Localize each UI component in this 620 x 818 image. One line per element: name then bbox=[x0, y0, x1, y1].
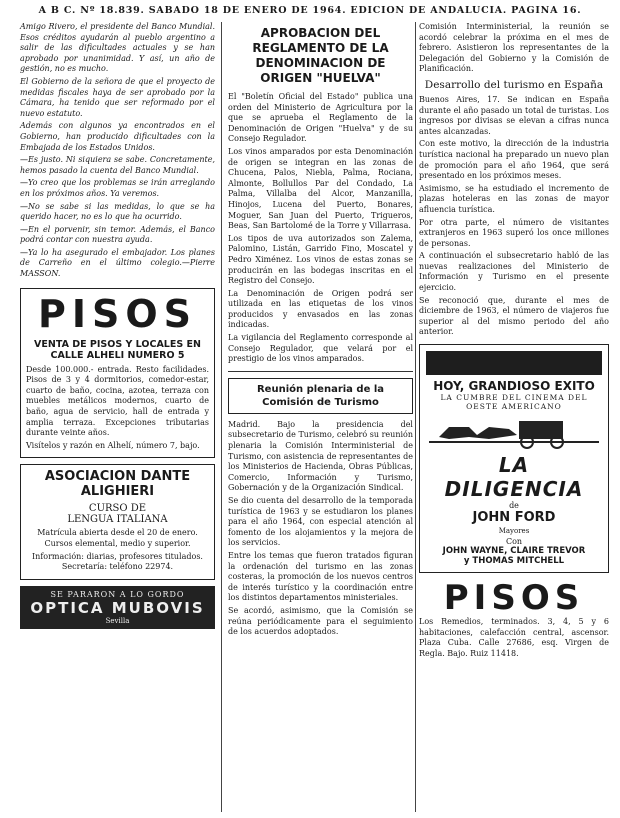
ad-line: OESTE AMERICANO bbox=[466, 402, 562, 412]
ad-cine-la-diligencia bbox=[419, 344, 609, 573]
article-paragraph: —En el porvenir, sin temor. Además, el Banco podrá contar con nuestra ayuda. bbox=[20, 224, 215, 245]
subheadline: Desarrollo del turismo en España bbox=[424, 78, 604, 91]
ad-today: HOY, GRANDIOSO EXITO bbox=[433, 379, 595, 394]
ad-line: de bbox=[509, 501, 519, 511]
ad-line: LENGUA ITALIANA bbox=[67, 514, 168, 526]
ad-line: SE PARARON A LO GORDO bbox=[50, 589, 185, 599]
article-paragraph: Los vinos amparados por esta Denominación de origen se integran en las zonas de Chucena, Palos, Niebla, Palma, Rociana, Almonte, Bollullos Par del Condado, La Palma, Villalba del Alcor, Manzanilla, Hinojos, Lucena del Puerto, Bonares, Moguer, San Juan del Puerto, Trigueros, Beas, San Bartolomé de la Torre y Villarrasa. bbox=[228, 146, 413, 231]
article-paragraph: Entre los temas que fueron tratados figuran la ordenación del turismo en las zonas costeras, la promoción de los nuevos centros de interés turístico y la coordinación entre los distintos departamentos ministeriales. bbox=[228, 550, 413, 603]
article-paragraph: La vigilancia del Reglamento corresponde al Consejo Regulador, que velará por el prestigio de los vinos amparados. bbox=[228, 333, 413, 364]
page-header: A B C. Nº 18.839. SABADO 18 DE ENERO DE 1964. EDICION DE ANDALUCIA. PAGINA 16. bbox=[38, 5, 582, 16]
ad-title: ASOCIACION DANTE bbox=[44, 469, 191, 485]
ad-pisos-alheli bbox=[20, 288, 215, 459]
article-paragraph: Comisión Interministerial, la reunión se acordó celebrar la próxima en el mes de febrero. Asistieron los representantes de la Delegación del Gobierno y la Comisión de Planificación. bbox=[419, 22, 609, 74]
film-director: JOHN FORD bbox=[472, 510, 556, 526]
article-paragraph: Se reconoció que, durante el mes de diciembre de 1963, el número de viajeros fue superior al del mismo periodo del año anterior. bbox=[419, 295, 609, 337]
article-paragraph: El "Boletín Oficial del Estado" publica una orden del Ministerio de Agricultura por la que se aprueba el Reglamento de la Denominación de Origen "Huelva" y de su Consejo Regulador. bbox=[228, 92, 413, 144]
ad-detail: Matrícula abierta desde el 20 de enero. Cursos elemental, medio y superior. bbox=[37, 528, 198, 548]
film-cast: JOHN WAYNE, CLAIRE TREVOR bbox=[442, 546, 586, 557]
ad-line: LA CUMBRE DEL CINEMA DEL bbox=[440, 393, 588, 403]
film-cast: y THOMAS MITCHELL bbox=[463, 556, 565, 567]
section-title: Reunión plenaria de la Comisión de Turismo bbox=[256, 383, 385, 408]
article-paragraph: —Es justo. Ni siquiera se sabe. Concretamente, hemos pasado la cuenta del Banco Mundial. bbox=[20, 155, 215, 175]
section-box bbox=[228, 378, 413, 414]
article-paragraph: Además con algunos ya encontrados en el Gobierno, han producido dificultades con la Embajada de los Estados Unidos. bbox=[20, 121, 215, 152]
ad-visit: Visítelos y razón en Alhelí, número 7, bajo. bbox=[26, 440, 200, 450]
article-paragraph: La Denominación de Origen podrá ser utilizada en las etiquetas de los vinos producidos y envasados en las zonas indicadas. bbox=[228, 288, 413, 330]
ad-detail: Desde 100.000.- entrada. Resto facilidades. Pisos de 3 y 4 dormitorios, comedor-estar, cuarto de baño, cocina, azotea, terraza con muebles metálicos modernos, cuarto de baño, agua de servicio, hall de entrada y amplia terraza. Excepciones tributarias durante veinte años. bbox=[26, 364, 209, 438]
article-paragraph: Buenos Aires, 17. Se indican en España durante el año pasado un total de turistas. Los ingresos por divisas se elevan a cifras nunca antes alcanzadas. bbox=[419, 94, 609, 136]
ad-line: Mayores bbox=[498, 527, 530, 536]
ad-title: PISOS bbox=[443, 578, 585, 619]
article-paragraph: —Ya lo ha asegurado el embajador. Los planes de Carreño en el último colegio.—Pierre MASSON. bbox=[20, 247, 215, 279]
column-divider bbox=[221, 22, 222, 812]
ad-detail: Los Remedios, terminados. 3, 4, 5 y 6 habitaciones, calefacción central, ascensor. Plaza Cuba. Calle 27686, esq. Virgen de Regla. Bajo. Ruiz 11418. bbox=[419, 617, 609, 658]
article-paragraph: Amigo Rivero, el presidente del Banco Mundial. Esos créditos ayudarán al pueblo argentino a salir de las dificultades actuales y se han aprobado por unanimidad. Y así, un año de gestión, no es mucho. bbox=[20, 22, 215, 74]
column-3 bbox=[419, 22, 609, 661]
column-2 bbox=[228, 22, 413, 640]
ad-line: CURSO DE bbox=[88, 503, 147, 515]
article-paragraph: El Gobierno de la señora de que el proyecto de medidas fiscales haya de ser aprobado por la Cámara, ha tenido que ser reformado por el nuevo estatuto. bbox=[20, 76, 215, 118]
ad-optica-mubovis bbox=[20, 586, 215, 629]
film-title: LA DILIGENCIA bbox=[444, 453, 584, 502]
article-paragraph: Se acordó, asimismo, que la Comisión se reúna periódicamente para el seguimiento de los acuerdos adoptados. bbox=[228, 605, 413, 637]
headline: APROBACION DEL REGLAMENTO DE LA DENOMINACION DE ORIGEN "HUELVA" bbox=[252, 26, 389, 85]
ad-line: VENTA DE PISOS Y LOCALES EN bbox=[34, 338, 201, 350]
ad-detail: Información: diarias, profesores titulados. Secretaría: teléfono 22974. bbox=[32, 551, 203, 572]
ad-title: PISOS bbox=[37, 291, 198, 336]
ad-line: Sevilla bbox=[105, 616, 130, 625]
article-paragraph: A continuación el subsecretario habló de las nuevas realizaciones del Ministerio de Información y Turismo en el presente ejercicio. bbox=[419, 251, 609, 293]
ad-line: CALLE ALHELI NUMERO 5 bbox=[50, 349, 185, 361]
ad-line: Con bbox=[505, 537, 523, 547]
stagecoach-illustration bbox=[429, 415, 599, 449]
column-divider bbox=[415, 22, 416, 812]
ad-dante-alighieri bbox=[20, 464, 215, 579]
article-paragraph: Por otra parte, el número de visitantes extranjeros en 1963 superó los once millones de personas. bbox=[419, 217, 609, 248]
article-paragraph: Se dio cuenta del desarrollo de la temporada turística de 1963 y se estudiaron los planes para el año 1964, con especial atención al fomento de los alojamientos y la mejora de los servicios. bbox=[228, 496, 413, 548]
article-paragraph: Con este motivo, la dirección de la industria turística nacional ha preparado un nuevo plan de promoción para el año 1964, que será presentado en los próximos meses. bbox=[419, 139, 609, 181]
ad-title: OPTICA MUBOVIS bbox=[30, 598, 205, 617]
article-paragraph: Asimismo, se ha estudiado el incremento de plazas hoteleras en las zonas de mayor afluencia turística. bbox=[419, 183, 609, 214]
section-divider bbox=[228, 371, 413, 372]
article-paragraph: —Yo creo que los problemas se irán arreglando en los próximos años. Ya veremos. bbox=[20, 178, 215, 198]
column-1 bbox=[20, 22, 215, 629]
ad-banner-graphic bbox=[426, 351, 602, 375]
article-paragraph: —No se sabe si las medidas, lo que se ha querido hacer, no es lo que ha ocurrido. bbox=[20, 201, 215, 222]
article-paragraph: Madrid. Bajo la presidencia del subsecretario de Turismo, celebró su reunión plenaria la Comisión Interministerial de Turismo, con asistencia de representantes de los Ministerios de Hacienda, Obras Públicas, Comercio, Información y Turismo, Gobernación y de la Organización Sindical. bbox=[228, 419, 413, 493]
article-paragraph: Los tipos de uva autorizados son Zalema, Palomino, Listán, Garrido Fino, Moscatel y Pedro Ximénez. Los vinos de estas zonas se producirán en las bodegas inscritas en el Registro del Consejo. bbox=[228, 233, 413, 286]
ad-title: ALIGHIERI bbox=[80, 484, 155, 500]
